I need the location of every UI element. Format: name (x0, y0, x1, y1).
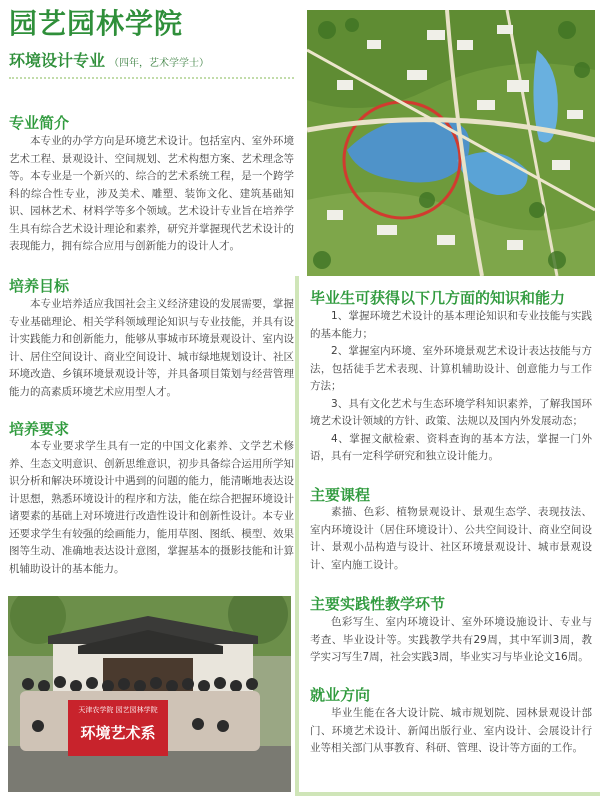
banner-top-text: 天津农学院 园艺园林学院 (78, 706, 158, 714)
group-photo (8, 596, 291, 792)
campus-plan-image (307, 10, 595, 276)
title-divider (9, 77, 294, 79)
abilities-list (310, 308, 592, 466)
courses-text: 素描、色彩、植物景观设计、景观生态学、表现技法、室内环境设计（居住环境设计）、公共空间设计、商业空间设计、景观小品构造与设计、社区环境景观设计、城市景观设计、室内施工设计。 (310, 506, 592, 571)
campus-plan-drawing (307, 10, 595, 276)
heading-practice: 主要实践性教学环节 (310, 595, 446, 613)
ability-item: 1、掌握环境艺术设计的基本理论知识和专业技能与实践的基本能力； (310, 310, 592, 340)
major-note: （四年，艺术学学士） (109, 58, 210, 69)
heading-intro: 专业简介 (9, 114, 70, 132)
ability-item: 3、具有文化艺术与生态环境学科知识素养，了解我国环境艺术设计领域的方针、政策、法规以及国内外发展动态； (310, 397, 592, 427)
right-panel-bottom-border (295, 792, 600, 796)
heading-goal: 培养目标 (9, 277, 70, 295)
major-title (9, 48, 209, 71)
major-name: 环境设计专业 (9, 51, 106, 70)
ability-item: 4、掌握文献检索、资料查询的基本方法，掌握一门外语，具有一定科学研究和独立设计能力。 (310, 432, 592, 462)
heading-abilities: 毕业生可获得以下几方面的知识和能力 (310, 289, 566, 307)
career-text: 毕业生能在各大设计院、城市规划院、园林景观设计部门、环境艺术设计、新闻出版行业、室内设计、会展设计行业等相关部门从事教育、科研、管理、设计等方面的工作。 (310, 707, 592, 754)
ability-item: 2、掌握室内环境、室外环境景观艺术设计表达技能与方法，包括徒手艺术表现、计算机辅助设计、创意能力与工作方法； (310, 345, 592, 392)
college-title: 园艺园林学院 (9, 7, 184, 40)
heading-requirement: 培养要求 (9, 420, 70, 438)
intro-text: 本专业的办学方向是环境艺术设计。包括室内、室外环境艺术工程、景观设计、空间规划、艺术构想方案、艺术理念等等。本专业是一个新兴的、综合的艺术系统工程，是一个跨学科的综合性专业，涉及美术、雕塑、装饰文化、建筑基础知识、园林艺术、材料学等多个领域。艺术设计专业旨在培养学生具有综合艺术设计理论和素养，研究并掌握现代艺术设计的表现能力，拥有综合应用与创新能力的设计人才。 (9, 135, 294, 252)
practice-text: 色彩写生、室内环境设计、室外环境设施设计、专业与考查、毕业设计等。实践教学共有29周，其中军训3周，教学实习写生7周，社会实践3周，毕业实习与毕业论文16周。 (310, 616, 592, 663)
heading-career: 就业方向 (310, 686, 371, 704)
group-photo-drawing (8, 596, 291, 792)
requirement-text: 本专业要求学生具有一定的中国文化素养、文学艺术修养、生态文明意识、创新思维意识，初步具备综合运用所学知识分析和解决环境设计中遇到的问题的能力，能清晰地表达设计思想，熟悉环境设计的程序和方法，能在综合把握环境设计诸要素的基础上对环境进行改造性设计和创新性设计。本专业还要求学生有较强的绘画能力，能用草图、图纸、模型、效果图等生动、准确地表达设计意图，掌握基本的摄影技能和计算机辅助设计的基本能力。 (9, 440, 294, 575)
goal-text: 本专业培养适应我国社会主义经济建设的发展需要，掌握专业基础理论、相关学科领域理论知识与专业技能，并具有设计实践能力和创新能力，能够从事城市环境景观设计、室内设计、居住空间设计、商业空间设计、城市绿地规划设计、社区环境改造、乡镇环境景观设计等，并具备项目策划与经营管理能力的高素质环境艺术应用型人才。 (9, 298, 294, 398)
banner-main-text: 环境艺术系 (80, 724, 156, 742)
heading-courses: 主要课程 (310, 486, 371, 504)
